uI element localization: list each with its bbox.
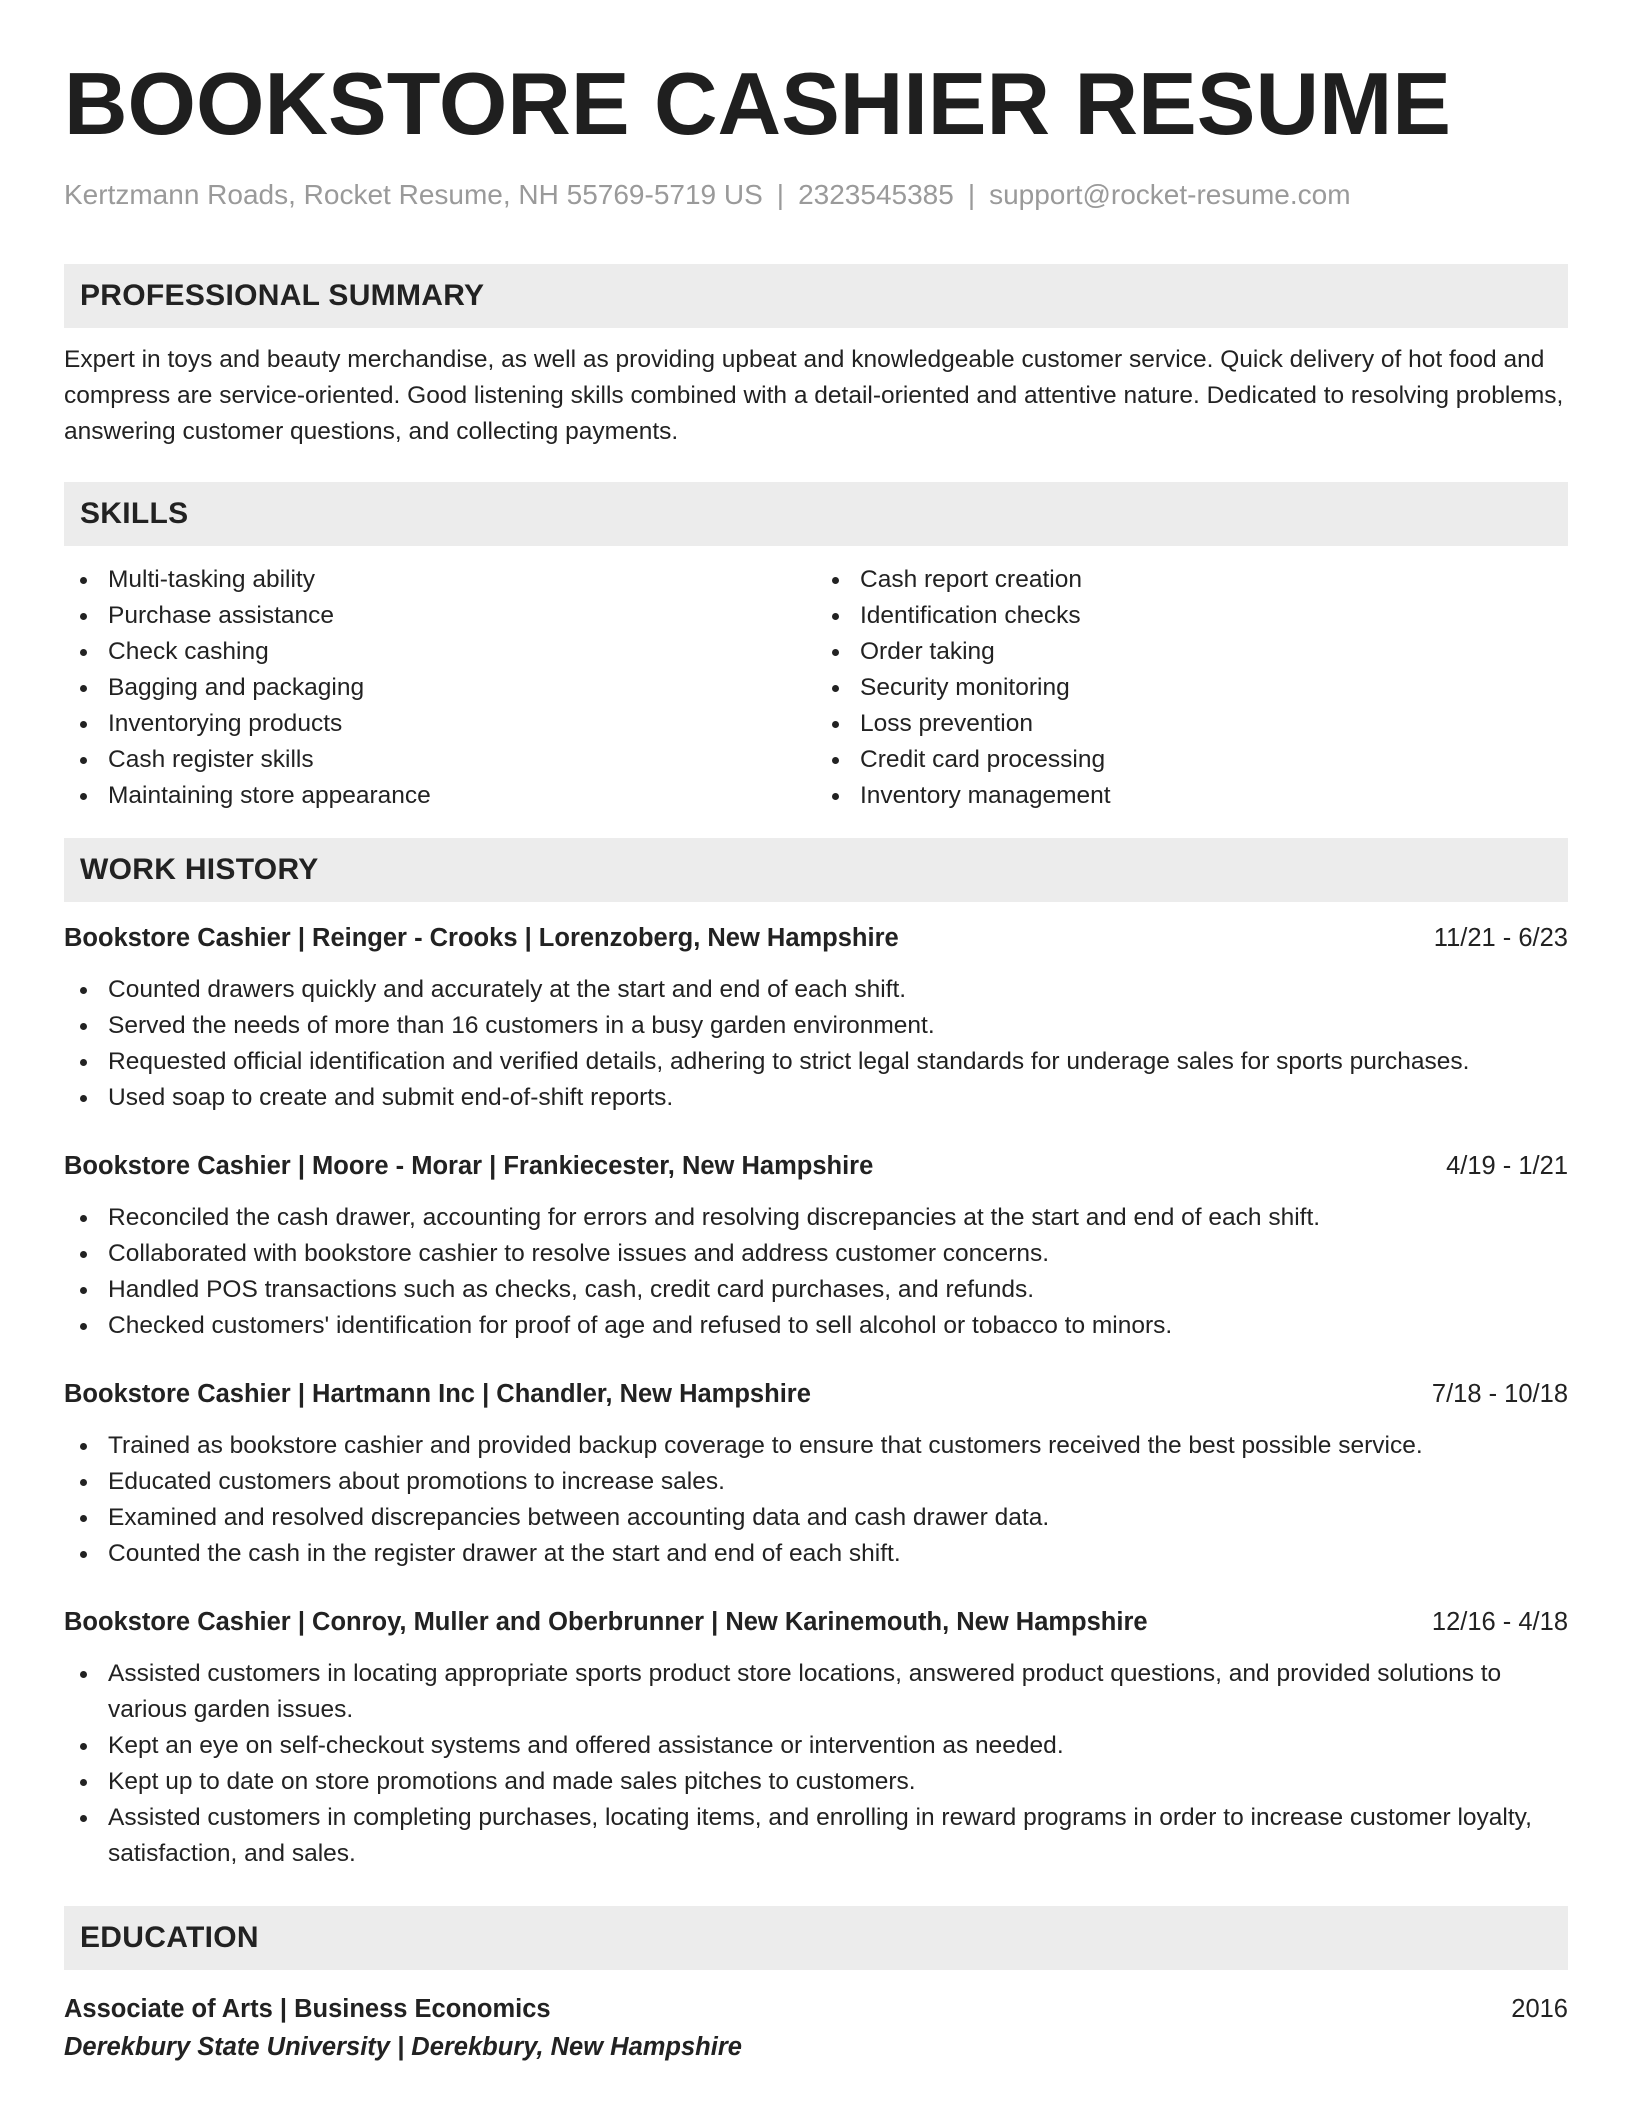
job-entry [64,1376,1568,1572]
summary-heading: PROFESSIONAL SUMMARY [64,264,1568,328]
bullet-item: Cash report creation [816,562,1568,598]
bullet-item: Handled POS transactions such as checks, cash, credit card purchases, and refunds. [64,1272,1568,1308]
bullet-item: Bagging and packaging [64,670,816,706]
bullet-item: Assisted customers in locating appropriate sports product store locations, answered product questions, and provided solutions to various garden issues. [64,1656,1568,1728]
bullet-item: Inventorying products [64,706,816,742]
bullet-item: Served the needs of more than 16 customers in a busy garden environment. [64,1008,1568,1044]
bullet-item: Kept up to date on store promotions and made sales pitches to customers. [64,1764,1568,1800]
bullet-item: Inventory management [816,778,1568,814]
bullet-item: Identification checks [816,598,1568,634]
job-header [64,1148,1568,1184]
bullet-item: Order taking [816,634,1568,670]
bullet-item: Counted the cash in the register drawer at the start and end of each shift. [64,1536,1568,1572]
bullet-item: Reconciled the cash drawer, accounting for errors and resolving discrepancies at the start and end of each shift. [64,1200,1568,1236]
job-dates: 11/21 - 6/23 [1433,924,1568,952]
education-heading: EDUCATION [64,1906,1568,1970]
bullet-item: Loss prevention [816,706,1568,742]
job-entry [64,1148,1568,1344]
education-degree: Associate of Arts | Business Economics [64,1995,551,2023]
job-title: Bookstore Cashier | Reinger - Crooks | Lorenzoberg, New Hampshire [64,924,899,952]
skills-grid [64,562,1568,814]
bullet-item: Maintaining store appearance [64,778,816,814]
bullet-item: Checked customers' identification for proof of age and refused to sell alcohol or tobacco to minors. [64,1308,1568,1344]
education-year: 2016 [1511,1995,1568,2023]
bullet-item: Requested official identification and verified details, adhering to strict legal standards for underage sales for sports purchases. [64,1044,1568,1080]
job-header [64,1604,1568,1640]
job-bullets [64,1428,1568,1572]
job-dates: 12/16 - 4/18 [1431,1608,1568,1636]
bullet-item: Cash register skills [64,742,816,778]
job-bullets [64,972,1568,1116]
contact-phone: 2323545385 [798,179,954,210]
resume-title: BOOKSTORE CASHIER RESUME [64,54,1451,153]
bullet-item: Trained as bookstore cashier and provided backup coverage to ensure that customers received the best possible service. [64,1428,1568,1464]
job-bullets [64,1200,1568,1344]
summary-text: Expert in toys and beauty merchandise, as well as providing upbeat and knowledgeable customer service. Quick delivery of hot food and compress are service-oriented. Good listening skills combined with a detail-oriented and attentive nature. Dedicated to resolving problems, answering customer questions, and collecting payments. [64,346,1564,445]
bullet-item: Examined and resolved discrepancies between accounting data and cash drawer data. [64,1500,1568,1536]
bullet-item: Used soap to create and submit end-of-shift reports. [64,1080,1568,1116]
contact-address: Kertzmann Roads, Rocket Resume, NH 55769-5719 US [64,179,763,210]
skills-heading: SKILLS [64,482,1568,546]
contact-separator: | [967,179,976,210]
contact-line [64,178,1568,212]
bullet-item: Security monitoring [816,670,1568,706]
job-header [64,920,1568,956]
bullet-item: Purchase assistance [64,598,816,634]
bullet-item: Check cashing [64,634,816,670]
job-dates: 4/19 - 1/21 [1446,1152,1568,1180]
skills-column-left [64,562,816,814]
bullet-item: Counted drawers quickly and accurately at the start and end of each shift. [64,972,1568,1008]
education-header [64,1990,1568,2028]
job-title: Bookstore Cashier | Moore - Morar | Frankiecester, New Hampshire [64,1152,874,1180]
education-entry [64,1990,1568,2066]
job-bullets [64,1656,1568,1872]
contact-email: support@rocket-resume.com [989,179,1351,210]
bullet-item: Educated customers about promotions to increase sales. [64,1464,1568,1500]
bullet-item: Collaborated with bookstore cashier to resolve issues and address customer concerns. [64,1236,1568,1272]
job-title: Bookstore Cashier | Conroy, Muller and Oberbrunner | New Karinemouth, New Hampshire [64,1608,1148,1636]
contact-separator: | [776,179,785,210]
job-entry [64,1604,1568,1872]
bullet-item: Credit card processing [816,742,1568,778]
education-school: Derekbury State University | Derekbury, New Hampshire [64,2033,742,2061]
bullet-item: Assisted customers in completing purchases, locating items, and enrolling in reward programs in order to increase customer loyalty, satisfaction, and sales. [64,1800,1568,1872]
bullet-item: Kept an eye on self-checkout systems and offered assistance or intervention as needed. [64,1728,1568,1764]
skills-column-right [816,562,1568,814]
job-title: Bookstore Cashier | Hartmann Inc | Chandler, New Hampshire [64,1380,811,1408]
job-header [64,1376,1568,1412]
job-entry [64,920,1568,1116]
bullet-item: Multi-tasking ability [64,562,816,598]
job-dates: 7/18 - 10/18 [1431,1380,1568,1408]
work-history-heading: WORK HISTORY [64,838,1568,902]
